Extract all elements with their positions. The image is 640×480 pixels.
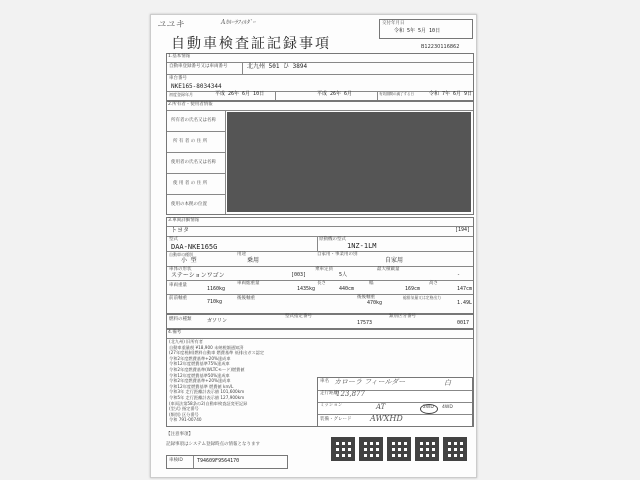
issue-date-label: 交付年月日 — [382, 21, 405, 26]
displacement-label: 総排気量又は定格出力 — [403, 295, 441, 300]
basic-info-section — [166, 53, 474, 101]
remark-line: (27年度税制)燃料自動車 燃費基準 低排出ガス認定 — [169, 350, 265, 356]
grade-label: 装備・グレード — [320, 417, 352, 422]
remark-line: 自動車重量税 ¥18,900 未納税額通知済 — [169, 344, 244, 350]
purpose-label: 自家用・事業用の別 — [317, 252, 358, 257]
class-number-value: 0017 — [457, 320, 470, 326]
chassis-number-value: NKE165-8034344 — [171, 83, 222, 90]
registration-number-label: 自動車登録番号又は車両番号 — [169, 64, 228, 69]
handwritten-note-top: Aｶﾙｰﾗﾌｨﾙﾀﾞｰ — [221, 19, 256, 26]
rear-axle-label: 後後軸重 — [357, 295, 375, 300]
model-value: DAA-NKE165G — [171, 243, 218, 251]
car-name-value: カローラ フィールダー — [334, 378, 406, 386]
height-value: 147cm — [457, 286, 473, 292]
vehicle-type-value: 小 型 — [181, 257, 197, 264]
expiry-label: 有効期間の満了する日 — [379, 92, 414, 96]
remark-line: 令和5年 走行距離計表示値 127,900km — [169, 395, 245, 400]
mission-value: AT — [376, 403, 386, 411]
issue-date-box — [379, 19, 473, 39]
gross-weight-value: 1435kg — [297, 286, 316, 292]
vehicle-weight-value: 1160kg — [207, 286, 226, 292]
displacement-value: 1.49L — [457, 300, 473, 306]
expiry-value: 令和 7年 6月 9日 — [429, 91, 473, 97]
drive-4wd-label: 4WD — [442, 405, 453, 410]
length-value: 440cm — [339, 286, 355, 292]
body-shape-code: [003] — [291, 272, 307, 278]
remark-line: (車両法第58条の2)自動車検査証変更記録 — [169, 400, 248, 406]
vehicle-type-label: 自動車の種別 — [169, 252, 193, 257]
car-id-label: 車検ID — [169, 458, 183, 463]
registration-document — [150, 14, 477, 478]
handwritten-note-top-left: ユユキ — [157, 20, 185, 30]
type-approval-value: 17573 — [357, 320, 373, 326]
max-load-label: 最大積載量 — [377, 267, 400, 272]
use-value: 乗用 — [247, 257, 260, 264]
owner-info-heading: 2.所有者・使用者情報 — [168, 102, 213, 107]
remark-line: 令和2年度燃費基準(WLTCモード)燃費値 — [169, 367, 245, 372]
fuel-value: ガソリン — [207, 318, 228, 324]
owner-name-label: 所有者の氏名又は名称 — [171, 118, 216, 123]
document-title: 自動車検査証記録事項 — [171, 36, 331, 52]
capacity-label: 乗車定員 — [315, 267, 333, 272]
car-id-value: T94609F9564170 — [197, 458, 240, 464]
handwritten-sticker — [317, 377, 473, 427]
width-value: 169cm — [405, 286, 421, 292]
remark-line: 令和3年 走行距離計表示値 101,600km — [169, 389, 245, 395]
remark-line: 令和2年度燃費基準+20%達成車 — [169, 378, 231, 384]
rear-axle-value: 470kg — [367, 300, 383, 306]
remarks-heading: 4.備考 — [168, 330, 182, 335]
remark-line: (型式) 指定番号 — [169, 406, 199, 412]
mileage-label: 走行距離 — [320, 391, 338, 396]
model-label: 型式 — [169, 237, 178, 242]
owner-address-label: 所 有 者 の 住 所 — [173, 139, 208, 144]
qr-code-3 — [387, 437, 411, 461]
length-label: 長さ — [317, 281, 326, 286]
body-shape-label: 車体の形状 — [169, 267, 192, 272]
document-number: B12230116862 — [421, 44, 460, 50]
qr-code-1 — [331, 437, 355, 461]
drive-2wd-label: 2WD — [423, 405, 434, 410]
vehicle-details-heading: 3.車両詳細情報 — [168, 218, 200, 223]
front-axle-value: 710kg — [207, 299, 223, 305]
user-name-label: 使用者の氏名又は名称 — [171, 160, 216, 165]
body-shape-value: ステーションワゴン — [171, 272, 225, 279]
chassis-number-label: 車台番号 — [169, 76, 187, 81]
notes-line: 記録事項はシステム登録時点の情報となります — [166, 442, 261, 447]
redacted-owner-info — [227, 112, 471, 212]
base-location-label: 使用の本拠の位置 — [171, 202, 207, 207]
gross-weight-label: 車両総重量 — [237, 281, 260, 286]
remark-line: 令和2年度燃費基準+20%達成車 — [169, 355, 231, 361]
fuel-label: 燃料の種類 — [169, 317, 192, 322]
owner-info-section — [166, 101, 474, 215]
width-label: 幅 — [369, 281, 374, 286]
vehicle-details-section — [166, 217, 474, 315]
maker-value: トヨタ — [171, 227, 190, 234]
class-number-label: 類別区分番号 — [389, 314, 416, 319]
qr-code-2 — [359, 437, 383, 461]
height-label: 高さ — [429, 281, 438, 286]
registration-number-value: 北九州 501 ひ 3894 — [247, 63, 308, 70]
capacity-value: 5人 — [339, 272, 348, 278]
car-id-box — [166, 455, 288, 469]
user-address-label: 使 用 者 の 住 所 — [173, 181, 208, 186]
first-registration-label: 初度登録年月 — [169, 92, 193, 97]
remark-line: 令和12年度燃費基準 燃費値 km/L — [169, 383, 234, 389]
notes-heading: 【注意事項】 — [166, 432, 193, 437]
car-color-value: 白 — [444, 379, 451, 387]
maker-code: [194] — [455, 227, 471, 233]
use-label: 用途 — [237, 252, 246, 257]
qr-code-4 — [415, 437, 439, 461]
registration-month-value: 平成 26年 6月 — [317, 91, 353, 97]
vehicle-weight-label: 車両重量 — [169, 283, 187, 288]
issue-date-value: 令和 5年 5月 10日 — [394, 28, 441, 34]
remark-line: (類別) 区分番号 — [169, 411, 199, 417]
grade-value: AWXHD — [370, 414, 403, 423]
max-load-value: - — [457, 272, 461, 278]
remark-line: (北九州) 旧所有者 — [169, 339, 203, 344]
mileage-value: 123,877 — [336, 390, 365, 398]
fuel-row — [166, 313, 474, 329]
engine-value: 1NZ-1LM — [347, 242, 377, 250]
remark-line: 令和12年度燃費基準75%達成車 — [169, 361, 230, 367]
engine-label: 原動機の型式 — [319, 237, 346, 242]
car-name-label: 車名 — [320, 379, 329, 384]
remark-line: 令和 791-00740 — [169, 417, 202, 423]
mission-label: ミッション — [320, 403, 343, 408]
basic-info-heading: 1.基本情報 — [168, 54, 191, 59]
middle-axle-label: 後後軸重 — [237, 296, 255, 301]
front-axle-label: 前前軸重 — [169, 296, 187, 301]
purpose-value: 自家用 — [385, 257, 404, 264]
remark-line: 令和12年度燃費基準50%達成車 — [169, 372, 230, 378]
qr-code-5 — [443, 437, 467, 461]
type-approval-label: 型式指定番号 — [285, 314, 312, 319]
first-registration-value: 平成 26年 6月 10日 — [215, 91, 265, 97]
